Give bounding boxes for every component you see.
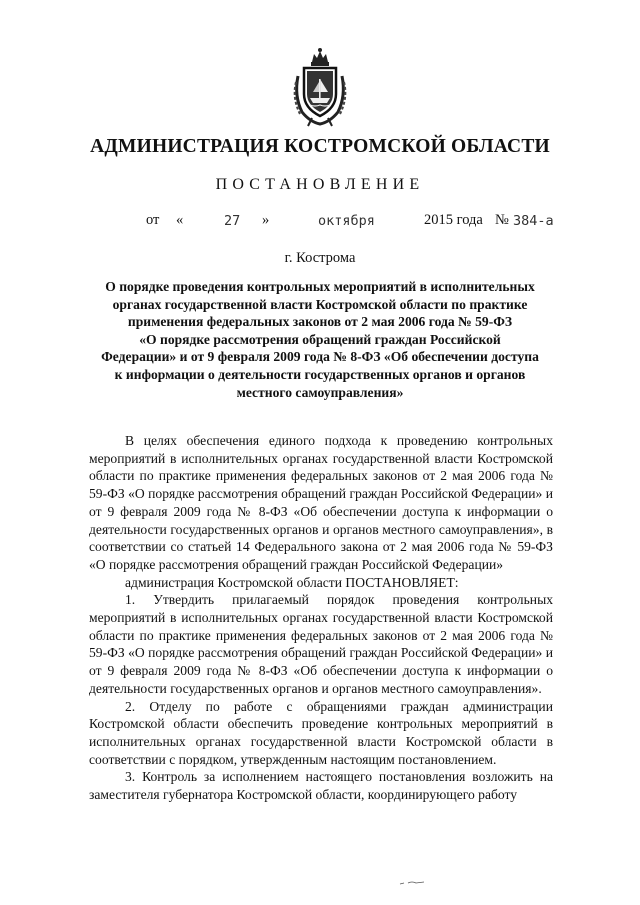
title-line: Федерации» и от 9 февраля 2009 года № 8-ФЗ «Об обеспечении доступа (101, 349, 539, 365)
document-title (88, 278, 552, 401)
title-line: органах государственной власти Костромской области по практике (112, 296, 528, 312)
date-close-quote: » (262, 212, 270, 228)
number-label: № (495, 212, 509, 228)
resolution-paragraph: администрация Костромской области ПОСТАНОВЛЯЕТ: (125, 574, 459, 590)
document-number: 384-а (513, 213, 554, 229)
title-line: «О порядке рассмотрения обращений граждан Российской (139, 331, 501, 347)
document-body (89, 432, 553, 804)
preamble-paragraph: В целях обеспечения единого подхода к проведению контрольных мероприятий в исполнительных органах государственной власти Костромской области по практике применения федеральных законов от 2 мая 2006 года № 59-ФЗ «О порядке рассмотрения обращений граждан Российской Федерации» и от 9 февраля 2009 года № 8-ФЗ «Об обеспечении доступа к информации о деятельности государственных органов и органов местного самоуправления», в соответствии со статьей 14 Федерального закона от 2 мая 2006 года № 59-ФЗ «О порядке рассмотрения обращений граждан Российской Федерации» (89, 433, 553, 572)
ink-mark-icon (398, 880, 428, 886)
clause-2-paragraph: 2. Отделу по работе с обращениями граждан администрации Костромской области обеспечить проведение контрольных мероприятий в исполнительных органах государственной власти Костромской области в соответствии с порядком, утвержденным настоящим постановлением. (89, 698, 553, 767)
date-prefix: от (146, 212, 160, 228)
coat-of-arms-icon (290, 46, 350, 128)
date-line (0, 212, 640, 232)
date-month: октября (318, 213, 375, 229)
clause-3-paragraph: 3. Контроль за исполнением настоящего постановления возложить на заместителя губернатора Костромской области, координирующего работу (89, 769, 553, 803)
organization-name: АДМИНИСТРАЦИЯ КОСТРОМСКОЙ ОБЛАСТИ (90, 136, 550, 157)
title-line: местного самоуправления» (236, 384, 404, 400)
date-open-quote: « (176, 212, 184, 228)
document-type: ПОСТАНОВЛЕНИЕ (215, 176, 425, 193)
clause-1-paragraph: 1. Утвердить прилагаемый порядок проведения контрольных мероприятий в исполнительных органах государственной власти Костромской области по практике применения федеральных законов от 2 мая 2006 года № 59-ФЗ «О порядке рассмотрения обращений граждан Российской Федерации» и от 9 февраля 2009 года № 8-ФЗ «Об обеспечении доступа к информации о деятельности государственных органов и органов местного самоуправления». (89, 592, 553, 696)
city: г. Кострома (284, 250, 356, 266)
date-year: 2015 года (424, 212, 483, 228)
date-day: 27 (224, 213, 241, 229)
title-line: к информации о деятельности государственных органов и органов (114, 366, 526, 382)
title-line: О порядке проведения контрольных мероприятий в исполнительных (105, 279, 535, 294)
title-line: применения федеральных законов от 2 мая 2006 года № 59-ФЗ (127, 314, 513, 330)
